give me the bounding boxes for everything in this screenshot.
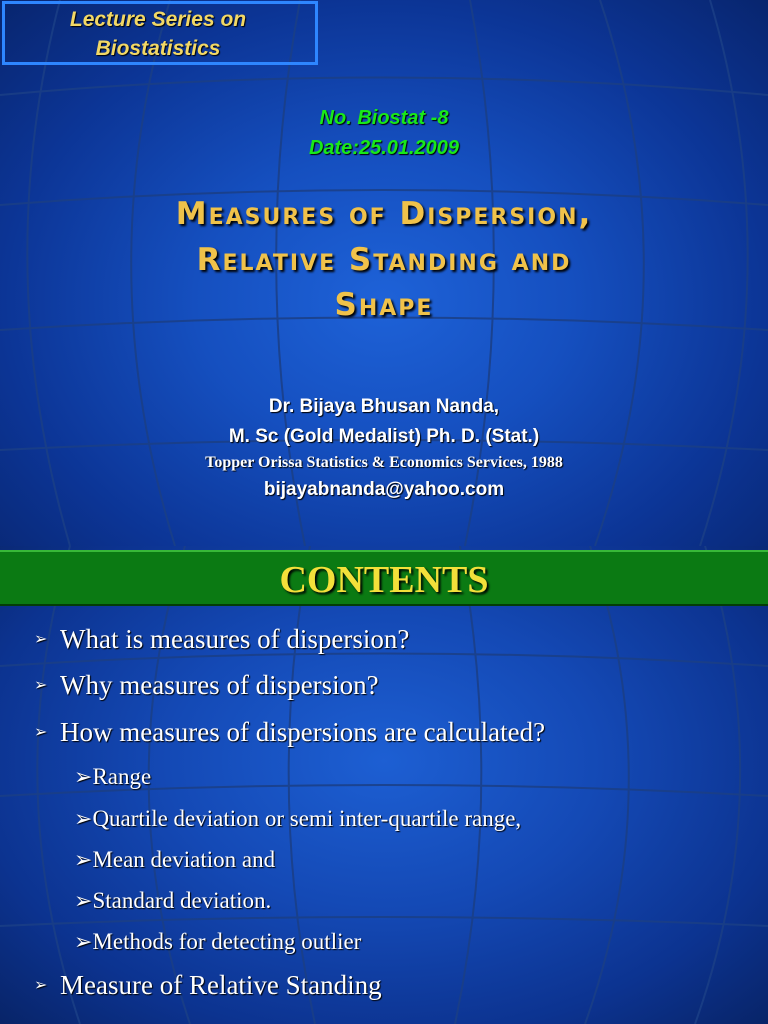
author-degree: M. Sc (Gold Medalist) Ph. D. (Stat.) [228,426,540,447]
slide-title-line-1: Measures of Dispersion, [175,196,593,232]
contents-item [74,888,271,914]
arrow-bullet-icon: ➢ [34,677,48,694]
slide-title-line-3: Shape [334,287,434,323]
contents-item-text: Standard deviation. [92,888,272,913]
arrow-bullet-icon: ➢ [74,764,93,789]
lecture-date: Date:25.01.2009 [308,137,460,159]
contents-item-text: Mean deviation and [92,847,276,872]
contents-item-text: Range [92,764,152,789]
contents-item [34,970,382,1001]
arrow-bullet-icon: ➢ [34,977,48,994]
contents-item [74,929,361,955]
arrow-bullet-icon: ➢ [74,888,93,913]
contents-item [74,847,275,873]
contents-item [74,806,521,832]
contents-item-text: Measure of Relative Standing [60,970,382,1000]
contents-slide [0,546,768,1024]
series-line-2: Biostatistics [95,37,221,60]
contents-item [34,717,545,748]
slide-title-line-2: Relative Standing and [196,242,572,278]
contents-heading: CONTENTS [279,559,489,601]
series-line-1: Lecture Series on [69,8,247,31]
arrow-bullet-icon: ➢ [74,806,93,831]
contents-item [74,764,151,790]
contents-item-text: Why measures of dispersion? [60,670,379,700]
contents-item [34,624,409,655]
arrow-bullet-icon: ➢ [74,847,93,872]
author-note: Topper Orissa Statistics & Economics Services, 1988 [205,454,563,471]
arrow-bullet-icon: ➢ [74,929,93,954]
contents-item-text: Quartile deviation or semi inter-quartile range, [92,806,522,831]
author-email: bijayabnanda@yahoo.com [263,479,505,500]
arrow-bullet-icon: ➢ [34,631,48,648]
arrow-bullet-icon: ➢ [34,724,48,741]
contents-item-text: How measures of dispersions are calculated? [60,717,546,747]
contents-item-text: What is measures of dispersion? [60,624,410,654]
contents-item-text: Methods for detecting outlier [92,929,362,954]
author-name: Dr. Bijaya Bhusan Nanda, [268,396,500,417]
contents-item [34,670,379,701]
lecture-number: No. Biostat -8 [319,107,449,129]
